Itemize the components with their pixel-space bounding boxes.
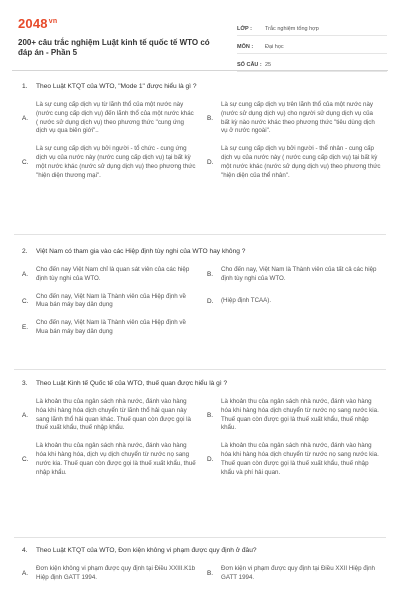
question-prompt: Theo Luật Kinh tế Quốc tế của WTO, thuế quan được hiểu là gì ? — [36, 380, 228, 387]
option-e[interactable] — [22, 319, 197, 337]
option-text: Là khoản thu của ngân sách nhà nước, đánh vào hàng hóa khi hàng hóa, dịch vụ dịch chuyển từ nước nọ sang nước kia. Thuế quan còn được gọi là thuế xuất khẩu, thuế nhập khẩu. — [36, 442, 196, 476]
option-letter: A. — [22, 115, 29, 123]
option-letter: D. — [207, 159, 214, 167]
question-number: 4. — [22, 547, 28, 554]
meta-row-class — [237, 22, 387, 36]
option-text: Là sự cung cấp dịch vụ từ lãnh thổ của một nước này (nước cung cấp dịch vụ) đến lãnh thổ của một nước khác ( nước sử dụng dịch vụ) theo phương thức "cung ứng dịch vụ qua biên giới".. — [36, 101, 194, 135]
option-c[interactable] — [22, 293, 197, 311]
option-a[interactable] — [22, 565, 197, 583]
option-text: Đơn kiện không vi phạm được quy định tại Điều XXIII.K1b Hiệp định GATT 1994. — [36, 565, 196, 581]
meta-value: Trắc nghiệm tổng hợp — [265, 25, 319, 32]
option-a[interactable] — [22, 266, 197, 284]
question-text — [22, 546, 382, 555]
question-1 — [22, 82, 382, 180]
question-divider — [14, 234, 386, 235]
option-letter: B. — [207, 271, 214, 279]
question-prompt: Theo Luật KTQT của WTO, "Mode 1" được hiểu là gì ? — [36, 83, 197, 90]
options-grid — [22, 565, 382, 583]
option-b[interactable] — [207, 266, 382, 284]
question-2 — [22, 247, 382, 337]
document-title: 200+ câu trắc nghiệm Luật kinh tế quốc tế WTO có đáp án - Phần 5 — [18, 38, 210, 57]
option-b[interactable] — [207, 565, 382, 583]
option-d[interactable] — [207, 442, 382, 477]
question-number: 3. — [22, 380, 28, 387]
option-d[interactable] — [207, 145, 382, 180]
option-text: Đơn kiện vi phạm được quy định tại Điều XXII Hiệp định GATT 1994. — [221, 565, 375, 581]
meta-label: MÔN : — [237, 43, 254, 50]
option-text: Cho đến nay Việt Nam chỉ là quan sát viên của các hiệp định tùy nghi của WTO. — [36, 266, 190, 282]
question-4 — [22, 546, 382, 583]
options-grid — [22, 266, 382, 310]
meta-box — [237, 22, 387, 76]
question-divider — [14, 369, 386, 370]
meta-label: LỚP : — [237, 25, 252, 32]
option-a[interactable] — [22, 398, 197, 433]
meta-label: SỐ CÂU : — [237, 61, 262, 68]
logo-text: 2048 — [18, 16, 48, 31]
option-text: Là sự cung cấp dịch vụ trên lãnh thổ của một nước này (nước sử dụng dịch vụ) cho người sử dụng dịch vụ của bất kỳ nào nước khác theo phương thức "tiêu dùng dịch vụ ở nước ngoài". — [221, 101, 375, 135]
option-letter: B. — [207, 412, 214, 420]
option-c[interactable] — [22, 145, 197, 180]
option-letter: C. — [22, 159, 29, 167]
option-letter: B. — [207, 115, 214, 123]
option-b[interactable] — [207, 101, 382, 136]
question-text — [22, 247, 382, 256]
option-letter: C. — [22, 456, 29, 464]
options-grid — [22, 101, 382, 180]
option-text: Cho đến nay, Việt Nam là Thành viên của Hiệp định về Mua bán máy bay dân dụng — [36, 319, 186, 335]
option-letter: D. — [207, 456, 214, 464]
option-text: Là sự cung cấp dịch vụ bởi người - thể nhân - cung cấp dịch vụ của nước này ( nước cung cấp dịch vụ) tại bất kỳ một nước khác (nước sử dụng dịch vụ) theo phương thức "hiện diện của thể nhân". — [221, 145, 381, 179]
question-text — [22, 82, 382, 91]
option-a[interactable] — [22, 101, 197, 136]
meta-row-subject — [237, 40, 387, 54]
logo-suffix: vn — [48, 17, 58, 25]
header — [12, 12, 388, 68]
option-c[interactable] — [22, 442, 197, 477]
option-letter: B. — [207, 570, 214, 578]
question-number: 2. — [22, 248, 28, 255]
question-3 — [22, 379, 382, 477]
option-text: (Hiệp định TCAA). — [221, 296, 272, 304]
site-logo[interactable] — [18, 16, 57, 31]
options-grid — [22, 398, 382, 477]
question-number: 1. — [22, 83, 28, 90]
option-letter: D. — [207, 297, 214, 305]
option-letter: A. — [22, 271, 29, 279]
question-divider — [14, 537, 386, 538]
header-divider — [12, 70, 388, 71]
question-prompt: Việt Nam có tham gia vào các Hiệp định tùy nghi của WTO hay không ? — [36, 248, 246, 255]
question-prompt: Theo Luật KTQT của WTO, Đơn kiện không vi phạm được quy định ở đâu? — [36, 547, 257, 554]
option-letter: A. — [22, 412, 29, 420]
option-text: Là khoản thu của ngân sách nhà nước, đánh vào hàng hóa khi hàng hóa dịch chuyển từ nước nọ sang nước kia. Thuế quan còn được gọi là thuế xuất khẩu, thuế nhập khẩu. — [221, 398, 379, 432]
option-letter: C. — [22, 297, 29, 305]
question-text — [22, 379, 382, 388]
option-letter: E. — [22, 324, 29, 332]
option-text: Là sự cung cấp dịch vụ bởi người - tổ chức - cung ứng dịch vụ của nước này (nước cung cấp dịch vụ) tại bất kỳ một nước khác (nước sử dụng dịch vụ) theo phương thức "hiện diện thương mại". — [36, 145, 196, 179]
option-text: Cho đến nay, Việt Nam là Thành viên của Hiệp định về Mua bán máy bay dân dụng — [36, 292, 186, 309]
option-d[interactable] — [207, 293, 382, 311]
option-letter: A. — [22, 570, 29, 578]
meta-value: Đại học — [265, 43, 284, 50]
option-text: Là khoản thu của ngân sách nhà nước, đánh vào hàng hóa khi hàng hóa dịch chuyển từ lãnh thổ hải quan này sang lãnh thổ hải quan khác. Thuế quan còn được gọi là thuế xuất khẩu, thuế nhập khẩu. — [36, 398, 191, 432]
option-text: Cho đến nay, Việt Nam là Thành viên của tất cả các hiệp định tùy nghi của WTO. — [221, 266, 377, 282]
option-text: Là khoản thu của ngân sách nhà nước, đánh vào hàng hóa khi hàng hóa dịch chuyển từ nước nọ sang nước kia. Thuế quan còn được gọi là thuế xuất khẩu, thuế nhập khẩu và phí hải quan. — [221, 442, 379, 476]
meta-value: 25 — [265, 61, 272, 68]
option-b[interactable] — [207, 398, 382, 433]
